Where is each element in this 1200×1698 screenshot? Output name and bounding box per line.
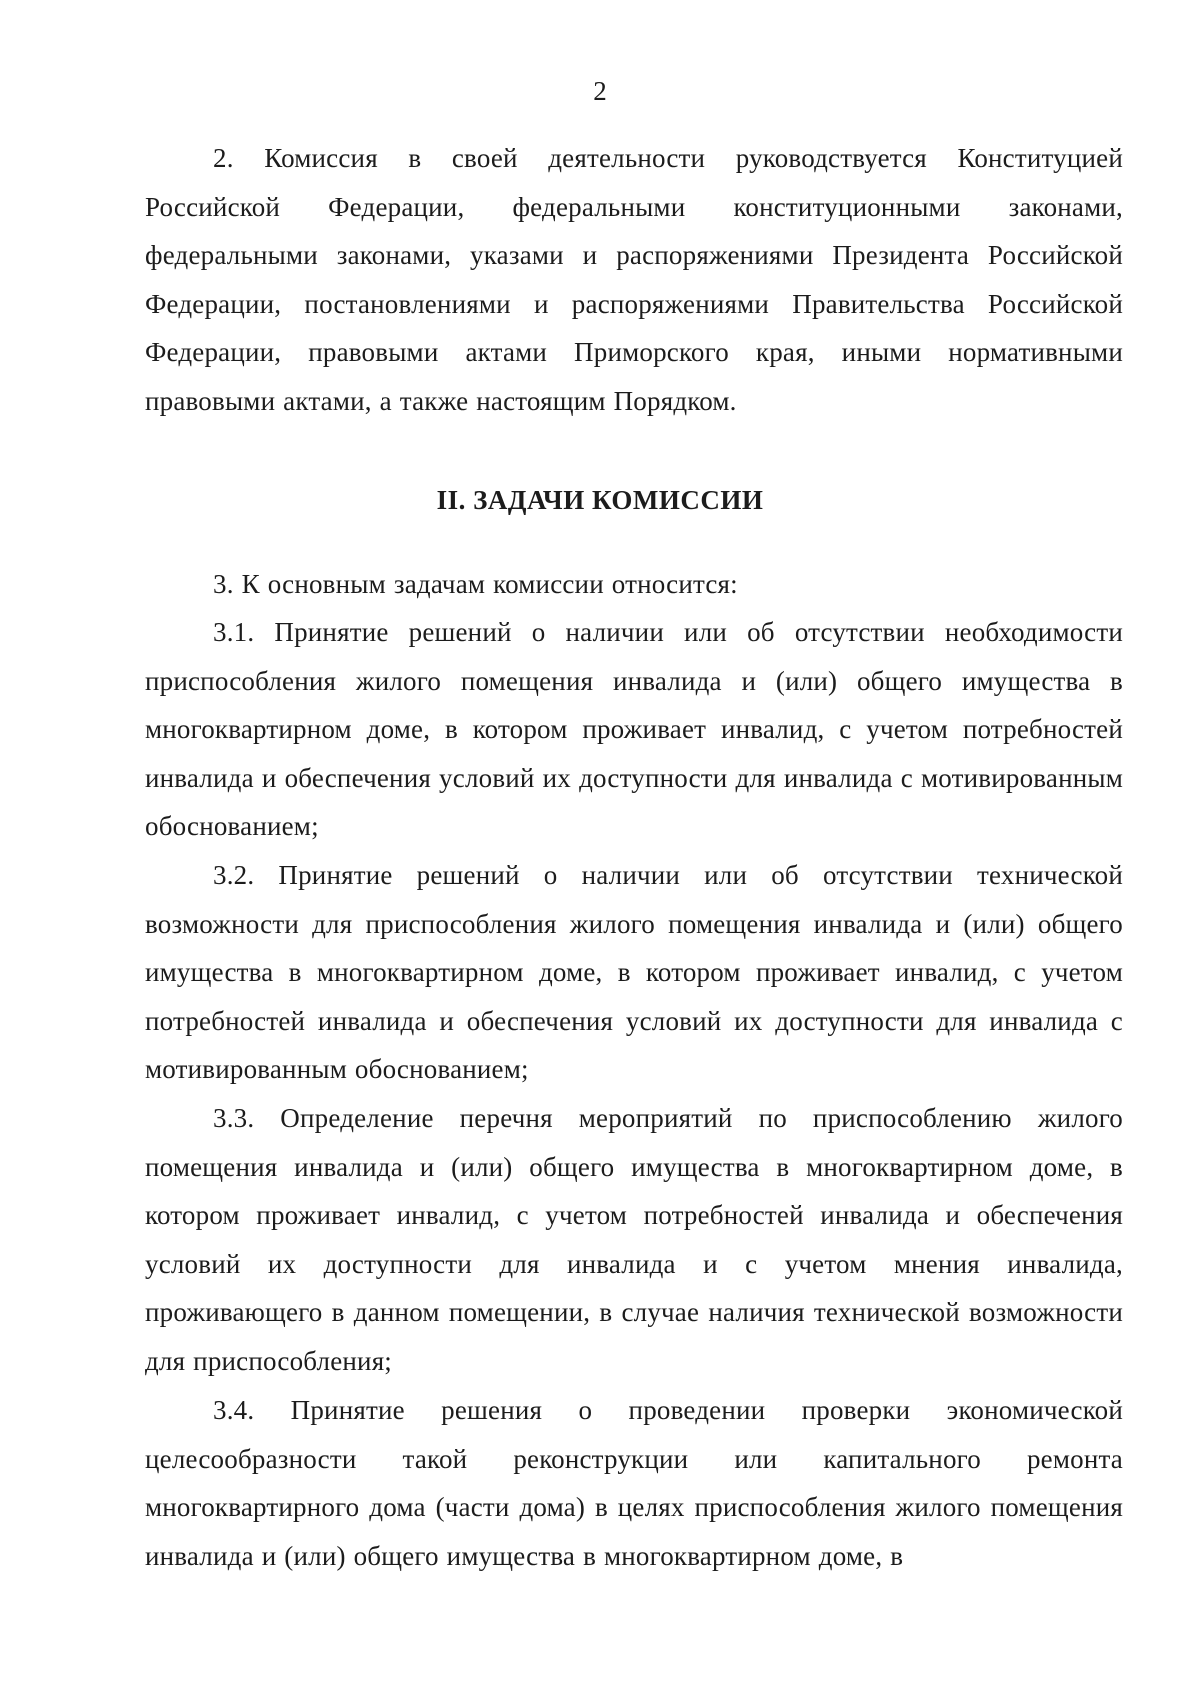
paragraph-3: 3. К основным задачам комиссии относится: — [213, 569, 738, 599]
paragraph-3-3: 3.3. Определение перечня мероприятий по приспособлению жилого помещения инвалида и (или) общего имущества в многоквартирном доме, в котором проживает инвалид, с учетом потребностей инвалида и обеспечения условий их доступности для инвалида и с учетом мнения инвалида, проживающего в данном помещении, в случае наличия технической возможности для приспособления; — [145, 1103, 1123, 1376]
paragraph-3-4: 3.4. Принятие решения о проведении проверки экономической целесообразности такой реконструкции или капитального ремонта многоквартирного дома (части дома) в целях приспособления жилого помещения инвалида и (или) общего имущества в многоквартирном доме, в — [145, 1395, 1123, 1571]
paragraph-3-2: 3.2. Принятие решений о наличии или об отсутствии технической возможности для приспособления жилого помещения инвалида и (или) общего имущества в многоквартирном доме, в котором проживает инвалид, с учетом потребностей инвалида и обеспечения условий их доступности для инвалида с мотивированным обоснованием; — [145, 860, 1123, 1084]
paragraph-3-1: 3.1. Принятие решений о наличии или об отсутствии необходимости приспособления жилого помещения инвалида и (или) общего имущества в многоквартирном доме, в котором проживает инвалид, с учетом потребностей инвалида и обеспечения условий их доступности для инвалида с мотивированным обоснованием; — [145, 617, 1123, 841]
paragraph-2: 2. Комиссия в своей деятельности руководствуется Конституцией Российской Федерации, федеральными конституционными законами, федеральными законами, указами и распоряжениями Президента Российской Федерации, постановлениями и распоряжениями Правительства Российской Федерации, правовыми актами Приморского края, иными нормативными правовыми актами, а также настоящим Порядком. — [145, 143, 1123, 416]
section-heading: II. ЗАДАЧИ КОМИССИИ — [436, 485, 764, 515]
page-number: 2 — [593, 76, 607, 106]
